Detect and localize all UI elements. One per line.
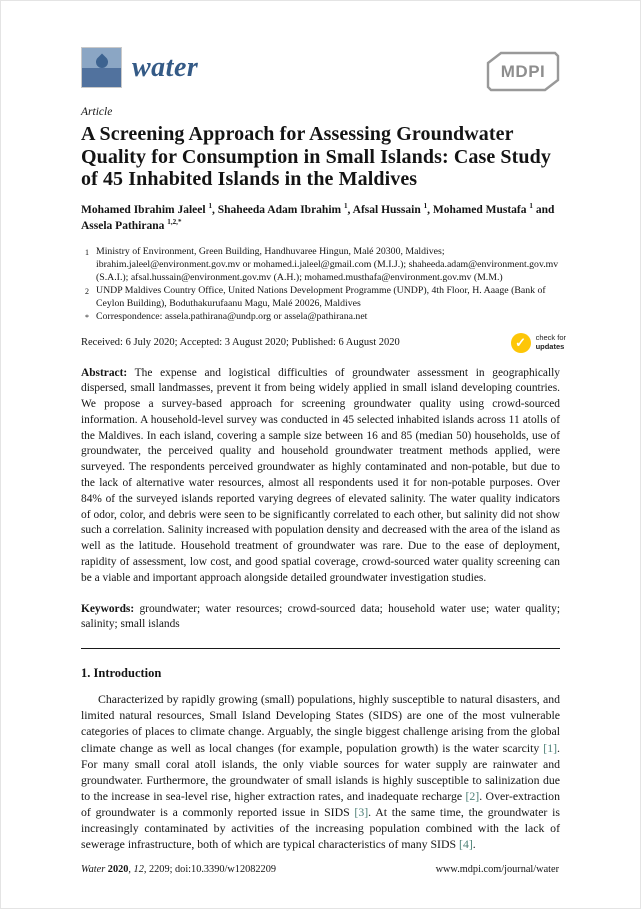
affiliation-text: UNDP Maldives Country Office, United Nations Development Programme (UNDP), 4th Floor, H. Aaage (Bank of Ceylon Building), Boduthakurufaanu Magu, Malé 20026, Maldives (96, 284, 546, 309)
correspondence-text: Correspondence: assela.pathirana@undp.org or assela@pathirana.net (96, 310, 368, 322)
journal-name: water (132, 51, 199, 83)
introduction-paragraph: Characterized by rapidly growing (small) populations, highly susceptible to natural disasters, and limited natural resources, Small Island Developing States (SIDS) are one of the most vulnerable categories of places to climate change. Arguably, the single biggest challenge arising from the global climate change as well as local changes (for example, population growth) is the water scarcity [1]. For many small coral atoll islands, the only viable sources for water supply are rainwater and groundwater. Furthermore, the groundwater of small islands is highly susceptible to salinization due to the increase in sea-level rise, higher extraction rates, and inadequate recharge [2]. Over-extraction of groundwater is a commonly reported issue in SIDS [3]. At the same time, the groundwater is increasingly contaminated by activities of the increasing population combined with the lack of sewerage infrastructure, both of which are typical characteristics of many SIDS [4]. (81, 692, 560, 852)
correspondence-marker: * (85, 312, 89, 322)
section-divider (81, 648, 560, 649)
abstract-paragraph (81, 366, 560, 587)
logo-sea-shape (82, 68, 121, 87)
affiliation-marker: 2 (85, 286, 89, 296)
abstract-label: Abstract: (81, 366, 128, 379)
page-title: A Screening Approach for Assessing Groundwater Quality for Consumption in Small Islands: Case Study of 45 Inhabited Islands in the Maldives (81, 123, 551, 190)
received-dates-line: Received: 6 July 2020; Accepted: 3 August 2020; Published: 6 August 2020 (81, 337, 400, 348)
badge-text (536, 334, 566, 351)
introduction-heading: 1. Introduction (81, 666, 162, 681)
citation-doi-line: Water 2020, 12, 2209; doi:10.3390/w12082209 (81, 864, 276, 875)
affiliation-marker: 1 (85, 247, 89, 257)
dates-row (81, 333, 566, 353)
keywords-label: Keywords: (81, 602, 135, 615)
keywords-text: groundwater; water resources; crowd-sourced data; household water use; water quality; salinity; small islands (81, 602, 560, 631)
mdpi-letters: MDPI (500, 62, 546, 81)
affiliations-list (81, 245, 560, 324)
check-icon (511, 333, 531, 353)
keywords-paragraph (81, 602, 560, 634)
badge-line2: updates (535, 341, 565, 351)
authors-line: Mohamed Ibrahim Jaleel $^1$, Shaheeda Adam Ibrahim $^1$, Afsal Hussain $^1$, Mohamed Mustafa $^1$ and Assela Pathirana $^{1,2,*}$ (81, 201, 555, 232)
article-type-label: Article (81, 106, 113, 118)
water-drop-icon (81, 47, 122, 88)
badge-line1: check for (535, 333, 566, 342)
correspondence-item (81, 310, 560, 324)
page-footer (81, 864, 559, 875)
check-glyph: ✓ (515, 334, 527, 350)
mdpi-logo (486, 51, 560, 92)
masthead (81, 47, 560, 91)
water-journal-logo (81, 47, 198, 88)
check-for-updates-badge[interactable] (511, 333, 566, 353)
affiliation-item (81, 245, 560, 284)
affiliation-item (81, 284, 560, 310)
journal-url-link[interactable]: www.mdpi.com/journal/water (435, 864, 559, 875)
affiliation-text: Ministry of Environment, Green Building, Handhuvaree Hingun, Malé 20300, Maldives; ibrahim.jaleel@environment.gov.mv or mohamed.i.jaleel@gmail.com (M.I.J.); shaheeda.adam@environment.gov.mv (S.A.I.); afsal.hussain@environment.gov.mv (A.H.); mohamed.musthafa@environment.gov.mv (M.M.) (96, 245, 559, 283)
abstract-text: The expense and logistical difficulties of groundwater assessment in geographically dispersed, small landmasses, prevent it from being widely applied in small island developing countries. We propose a survey-based approach for screening groundwater quality using crowd-sourced information. A household-level survey was conducted in 45 selected inhabited islands across 11 atolls of the Maldives. In each island, covering a sample size between 16 and 85 (median 50) households, use of groundwater, the perceived quality and household groundwater treatment methods applied, were surveyed. The respondents perceived groundwater as highly contaminated and non-potable, but due to the lack of alternative water resources, almost all respondents used it for non-potable purposes. Over 84% of the surveyed islands reported varying degrees of elevated salinity. The water quality indicators of odor, color, and debris were seen to be significantly correlated to each other, but salinity did not show such a correlation. Salinity increased with population density and decreased with the area of the island as well as the latitude. Household treatment of groundwater was rare. Due to the ease of deployment, rapidity of assessment, low cost, and good spatial coverage, crowd-sourced water quality screening can be a viable and important approach alongside detailed groundwater investigation studies. (81, 366, 560, 584)
